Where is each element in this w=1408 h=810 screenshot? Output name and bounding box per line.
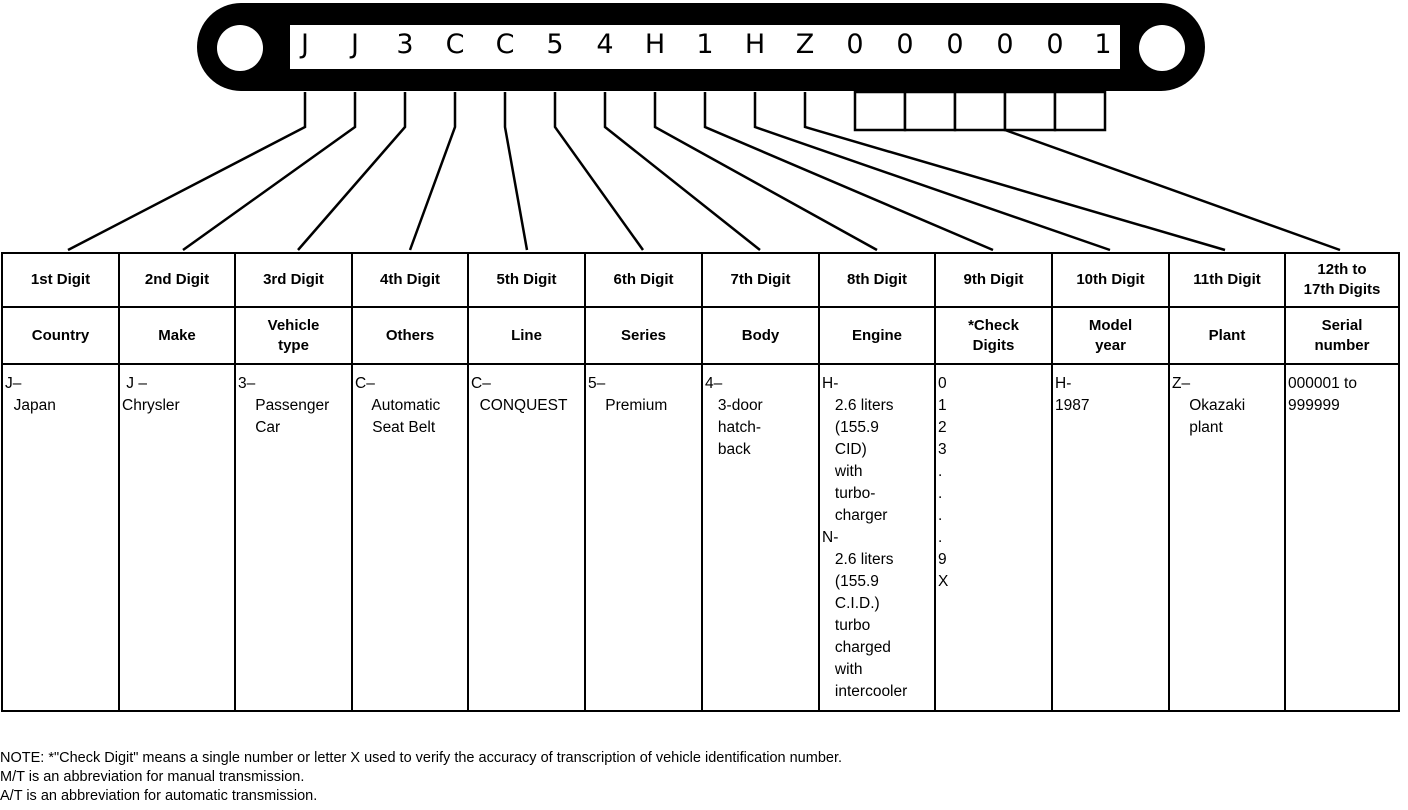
field-name-cell-8 bbox=[819, 307, 935, 364]
digit-header-text-8: 8th Digit bbox=[847, 271, 907, 288]
serial-box-3 bbox=[955, 92, 1005, 130]
field-name-cell-7 bbox=[702, 307, 819, 364]
note-at: A/T is an abbreviation for automatic transmission. bbox=[0, 788, 318, 804]
connector-2 bbox=[183, 92, 355, 250]
vin-char-8: H bbox=[644, 29, 666, 60]
digit-header-cell-12 bbox=[1285, 253, 1399, 307]
field-values-cell-2 bbox=[119, 364, 235, 711]
vin-char-9: 1 bbox=[696, 29, 714, 60]
vin-char-7: 4 bbox=[596, 29, 614, 60]
field-name-cell-12 bbox=[1285, 307, 1399, 364]
digit-header-cell-8 bbox=[819, 253, 935, 307]
field-values-text-3: 3– Passenger Car bbox=[238, 375, 330, 436]
field-values-cell-9 bbox=[935, 364, 1052, 711]
connector-6 bbox=[555, 92, 643, 250]
field-values-text-12: 000001 to 999999 bbox=[1288, 375, 1357, 414]
field-values-cell-12 bbox=[1285, 364, 1399, 711]
field-name-text-7: Body bbox=[741, 326, 780, 344]
field-name-text-1: Country bbox=[31, 326, 90, 344]
vin-char-3: 3 bbox=[396, 29, 414, 60]
digit-header-cell-6 bbox=[585, 253, 702, 307]
field-name-text-10: Model year bbox=[1088, 316, 1133, 354]
connector-8 bbox=[655, 92, 877, 250]
field-name-text-5: Line bbox=[511, 326, 542, 344]
field-name-cell-10 bbox=[1052, 307, 1169, 364]
field-name-text-11: Plant bbox=[1208, 326, 1246, 344]
connector-5 bbox=[505, 92, 527, 250]
vin-char-17: 1 bbox=[1094, 29, 1112, 60]
field-name-text-6: Series bbox=[620, 326, 667, 344]
digit-header-text-12: 12th to 17th Digits bbox=[1303, 261, 1381, 298]
digit-header-cell-3 bbox=[235, 253, 352, 307]
vin-char-4: C bbox=[445, 29, 465, 60]
field-name-cell-3 bbox=[235, 307, 352, 364]
digit-header-cell-1 bbox=[2, 253, 119, 307]
field-values-cell-8 bbox=[819, 364, 935, 711]
vin-char-6: 5 bbox=[546, 29, 564, 60]
connector-1 bbox=[68, 92, 305, 250]
field-name-cell-4 bbox=[352, 307, 468, 364]
digit-header-cell-9 bbox=[935, 253, 1052, 307]
vin-digit-table bbox=[1, 252, 1400, 712]
vin-char-12: 0 bbox=[846, 29, 864, 60]
connector-3 bbox=[298, 92, 405, 250]
field-values-cell-3 bbox=[235, 364, 352, 711]
serial-boxes bbox=[855, 92, 1105, 130]
field-values-cell-10 bbox=[1052, 364, 1169, 711]
field-name-cell-1 bbox=[2, 307, 119, 364]
field-name-cell-11 bbox=[1169, 307, 1285, 364]
vin-char-14: 0 bbox=[946, 29, 964, 60]
field-values-text-6: 5– Premium bbox=[588, 375, 668, 414]
field-name-text-9: *Check Digits bbox=[968, 316, 1019, 354]
digit-header-text-6: 6th Digit bbox=[613, 271, 674, 288]
vin-char-15: 0 bbox=[996, 29, 1014, 60]
field-name-cell-9 bbox=[935, 307, 1052, 364]
field-values-row bbox=[2, 364, 1399, 711]
field-values-cell-1 bbox=[2, 364, 119, 711]
digit-header-text-9: 9th Digit bbox=[963, 271, 1024, 288]
vin-char-1: J bbox=[301, 29, 309, 60]
field-values-text-8: H- 2.6 liters (155.9 CID) with turbo- charger N- 2.6 liters (155.9 C.I.D.) turbo charged with intercooler bbox=[822, 375, 908, 700]
vin-char-10: H bbox=[744, 29, 766, 60]
digit-header-text-2: 2nd Digit bbox=[144, 271, 210, 288]
field-values-text-10: H- 1987 bbox=[1055, 375, 1090, 414]
serial-box-5 bbox=[1055, 92, 1105, 130]
notes bbox=[0, 749, 842, 806]
field-values-text-9: 0 1 2 3 . . . . 9 X bbox=[938, 375, 949, 590]
field-name-text-4: Others bbox=[385, 326, 435, 344]
connector-4 bbox=[410, 92, 455, 250]
vin-char-13: 0 bbox=[896, 29, 914, 60]
serial-box-2 bbox=[905, 92, 955, 130]
digit-header-text-3: 3rd Digit bbox=[263, 271, 324, 288]
note-mt: M/T is an abbreviation for manual transmission. bbox=[0, 769, 305, 785]
field-name-text-3: Vehicle type bbox=[267, 316, 320, 354]
serial-box-1 bbox=[855, 92, 905, 130]
field-name-cell-2 bbox=[119, 307, 235, 364]
vin-char-16: 0 bbox=[1046, 29, 1064, 60]
note-check-digit: NOTE: *"Check Digit" means a single number or letter X used to verify the accuracy of transcription of vehicle identification number. bbox=[0, 750, 843, 766]
digit-header-cell-11 bbox=[1169, 253, 1285, 307]
field-values-cell-7 bbox=[702, 364, 819, 711]
digit-header-row bbox=[2, 253, 1399, 307]
digit-header-text-7: 7th Digit bbox=[730, 271, 791, 288]
field-values-cell-11 bbox=[1169, 364, 1285, 711]
field-values-text-5: C– CONQUEST bbox=[471, 375, 568, 414]
field-values-text-1: J– Japan bbox=[5, 375, 56, 414]
field-name-text-8: Engine bbox=[851, 326, 902, 344]
digit-header-text-1: 1st Digit bbox=[30, 271, 91, 288]
digit-header-text-4: 4th Digit bbox=[380, 271, 440, 288]
digit-header-cell-4 bbox=[352, 253, 468, 307]
digit-header-text-5: 5th Digit bbox=[496, 271, 557, 288]
field-values-text-2: J – Chrysler bbox=[122, 375, 180, 414]
digit-header-cell-2 bbox=[119, 253, 235, 307]
field-values-text-11: Z– Okazaki plant bbox=[1172, 375, 1246, 436]
digit-header-cell-7 bbox=[702, 253, 819, 307]
digit-header-cell-10 bbox=[1052, 253, 1169, 307]
field-values-text-7: 4– 3-door hatch- back bbox=[705, 375, 763, 458]
field-values-text-4: C– Automatic Seat Belt bbox=[355, 375, 441, 436]
connector-lines bbox=[0, 0, 1408, 260]
field-values-cell-6 bbox=[585, 364, 702, 711]
digit-header-text-10: 10th Digit bbox=[1076, 271, 1145, 288]
digit-header-cell-5 bbox=[468, 253, 585, 307]
field-values-cell-5 bbox=[468, 364, 585, 711]
field-name-row bbox=[2, 307, 1399, 364]
field-values-cell-4 bbox=[352, 364, 468, 711]
serial-box-4 bbox=[1005, 92, 1055, 130]
vin-char-2: J bbox=[351, 29, 359, 60]
digit-header-text-11: 11th Digit bbox=[1193, 271, 1261, 288]
vin-char-11: Z bbox=[795, 29, 815, 60]
vin-char-5: C bbox=[495, 29, 515, 60]
field-name-text-2: Make bbox=[158, 326, 196, 344]
field-name-cell-5 bbox=[468, 307, 585, 364]
field-name-cell-6 bbox=[585, 307, 702, 364]
field-name-text-12: Serial number bbox=[1314, 316, 1370, 354]
